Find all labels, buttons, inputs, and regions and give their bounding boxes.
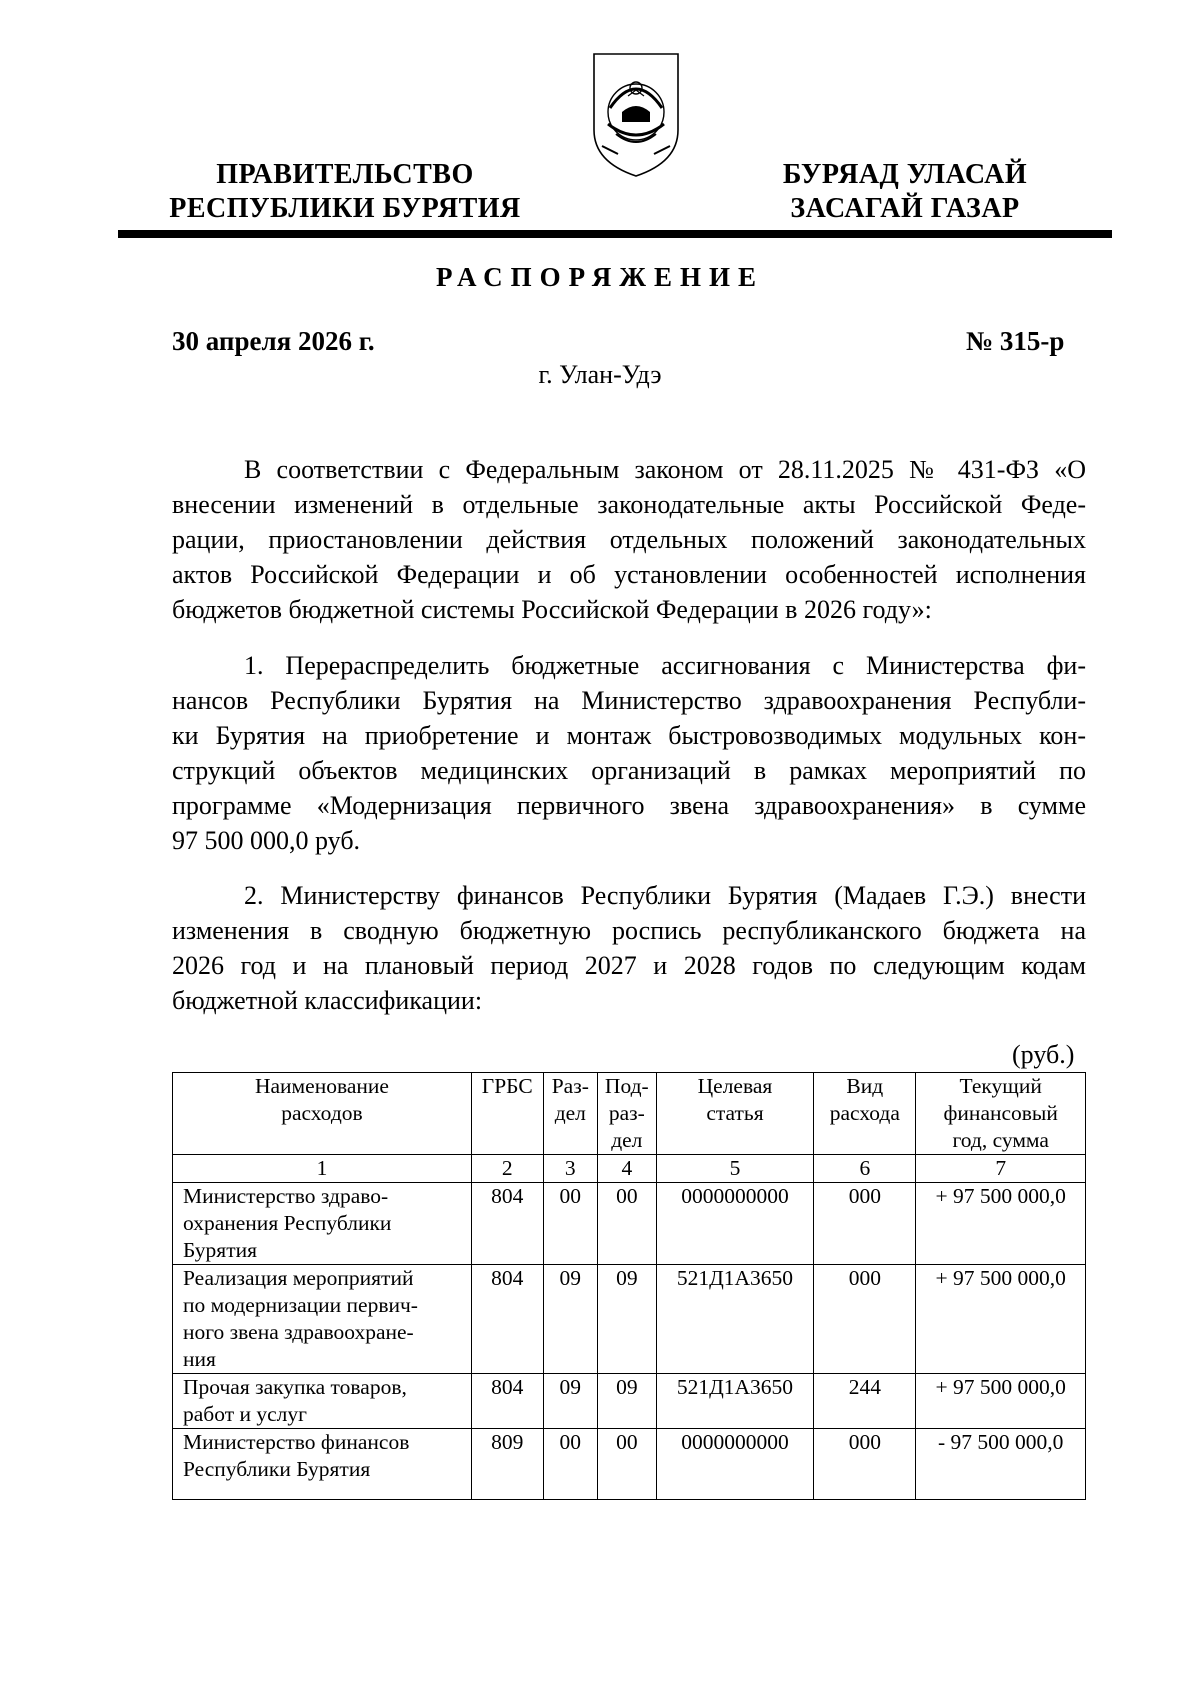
column-number-row [173,1155,1086,1183]
table-row [173,1429,1086,1500]
paragraph-line: 1. Перераспределить бюджетные ассигнования с Министерства фи- [244,651,1086,680]
column-number: 6 [814,1155,916,1183]
table-row [173,1183,1086,1265]
cell-sum: + 97 500 000,0 [916,1374,1086,1429]
cell-sum: + 97 500 000,0 [916,1265,1086,1374]
header-right [760,158,1050,226]
paragraph-line: 2. Министерству финансов Республики Бурятия (Мадаев Г.Э.) внести [244,881,1086,910]
paragraph-line: бюджетов бюджетной системы Российской Федерации в 2026 году»: [172,595,932,624]
cell-name: Реализация мероприятий по модернизации первич- ного звена здравоохране- ния [173,1265,472,1374]
header-razdel: Раз- дел [543,1073,597,1155]
cell-sum: - 97 500 000,0 [916,1429,1086,1500]
header-podrazdel: Под- раз- дел [597,1073,656,1155]
column-number: 1 [173,1155,472,1183]
header-right-line2: ЗАСАГАЙ ГАЗАР [790,193,1020,224]
paragraph-line: изменения в сводную бюджетную роспись республиканского бюджета на [172,916,1086,945]
header-left-line1: ПРАВИТЕЛЬСТВО [216,159,474,190]
header-sum: Текущий финансовый год, сумма [916,1073,1086,1155]
cell-grbs: 804 [471,1374,543,1429]
paragraph-line: ки Бурятия на приобретение и монтаж быстровозводимых модульных кон- [172,721,1086,750]
header-grbs: ГРБС [471,1073,543,1155]
table-row [173,1374,1086,1429]
column-number: 7 [916,1155,1086,1183]
table-unit-label: (руб.) [1012,1040,1075,1069]
cell-razdel: 09 [543,1374,597,1429]
paragraph-line: нансов Республики Бурятия на Министерство здравоохранения Республи- [172,686,1086,715]
document-title: РАСПОРЯЖЕНИЕ [435,262,765,292]
cell-vid: 000 [814,1183,916,1265]
cell-vid: 000 [814,1429,916,1500]
paragraph-item-2 [172,878,1086,1018]
cell-target: 521Д1А3650 [656,1374,814,1429]
paragraph-line: программе «Модернизация первичного звена здравоохранения» в сумме [172,791,1086,820]
column-number: 5 [656,1155,814,1183]
column-number: 3 [543,1155,597,1183]
cell-grbs: 804 [471,1265,543,1374]
cell-sum: + 97 500 000,0 [916,1183,1086,1265]
cell-razdel: 09 [543,1265,597,1374]
cell-vid: 244 [814,1374,916,1429]
budget-table [172,1072,1086,1500]
column-number: 2 [471,1155,543,1183]
paragraph-line: 2026 год и на плановый период 2027 и 2028 годов по следующим кодам [172,951,1086,980]
header-name: Наименование расходов [173,1073,472,1155]
header-vid: Вид расхода [814,1073,916,1155]
paragraph-line: В соответствии с Федеральным законом от 28.11.2025 № 431-ФЗ «О [244,455,1086,484]
cell-name: Министерство здраво- охранения Республики Бурятия [173,1183,472,1265]
paragraph-line: бюджетной классификации: [172,986,483,1015]
cell-podrazdel: 00 [597,1183,656,1265]
cell-target: 0000000000 [656,1429,814,1500]
cell-vid: 000 [814,1265,916,1374]
cell-target: 0000000000 [656,1183,814,1265]
cell-podrazdel: 09 [597,1265,656,1374]
paragraph-line: актов Российской Федерации и об установлении особенностей исполнения [172,560,1086,589]
cell-razdel: 00 [543,1429,597,1500]
cell-name: Прочая закупка товаров, работ и услуг [173,1374,472,1429]
cell-podrazdel: 00 [597,1429,656,1500]
paragraph-line: внесении изменений в отдельные законодательные акты Российской Феде- [172,490,1086,519]
paragraph-preamble [172,452,1086,627]
paragraph-line: 97 500 000,0 руб. [172,826,361,855]
cell-podrazdel: 09 [597,1374,656,1429]
document-city: г. Улан-Удэ [538,360,662,389]
header-target: Целевая статья [656,1073,814,1155]
cell-razdel: 00 [543,1183,597,1265]
paragraph-line: струкций объектов медицинских организаций в рамках мероприятий по [172,756,1086,785]
paragraph-item-1 [172,648,1086,858]
document-date: 30 апреля 2026 г. [172,326,375,356]
cell-target: 521Д1А3650 [656,1265,814,1374]
cell-name: Министерство финансов Республики Бурятия [173,1429,472,1500]
column-number: 4 [597,1155,656,1183]
paragraph-line: рации, приостановлении действия отдельных положений законодательных [172,525,1086,554]
header-left-line2: РЕСПУБЛИКИ БУРЯТИЯ [169,193,521,224]
header-divider [118,230,1112,238]
table-row [173,1265,1086,1374]
header-right-line1: БУРЯАД УЛАСАЙ [782,159,1028,190]
coat-of-arms-icon [588,50,684,180]
document-number: № 315-р [966,326,1065,356]
cell-grbs: 809 [471,1429,543,1500]
header-left [160,158,530,226]
table-header-row [173,1073,1086,1155]
cell-grbs: 804 [471,1183,543,1265]
